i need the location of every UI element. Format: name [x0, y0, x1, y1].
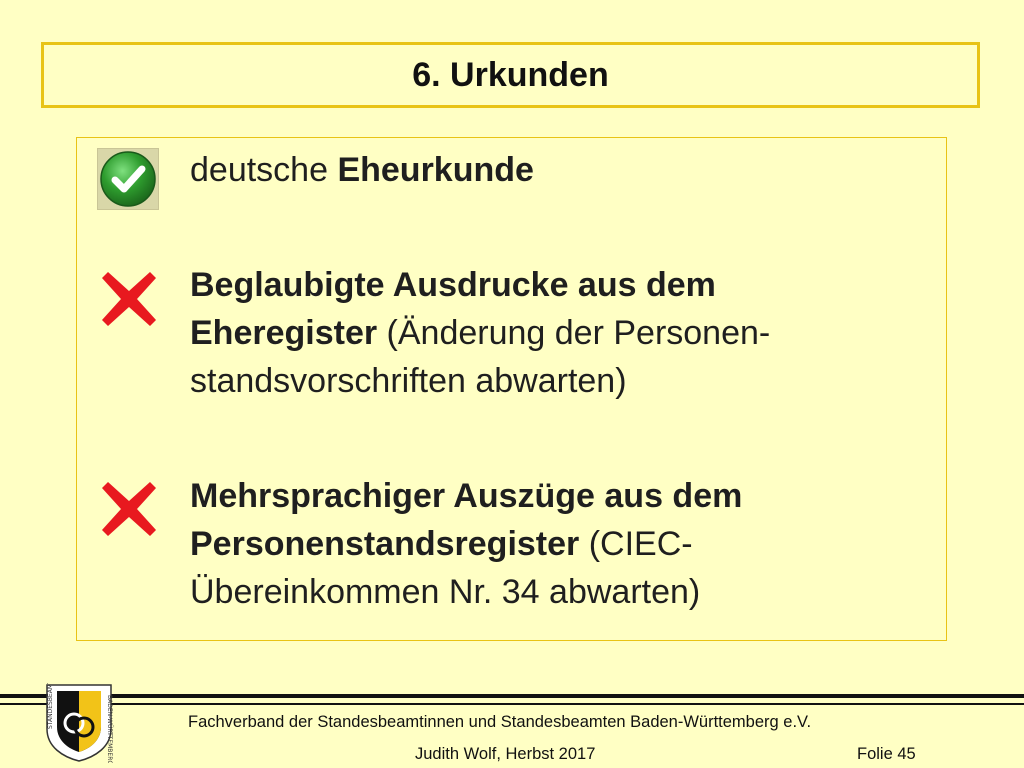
- item-text-bold: Mehrsprachiger Auszüge aus dem Personenstandsregister: [190, 477, 743, 563]
- item-text-bold: Eheurkunde: [337, 151, 534, 189]
- slide-title-box: [41, 42, 980, 108]
- x-icon: [98, 478, 160, 540]
- footer-divider: [0, 694, 1024, 698]
- list-item-eheregister: [190, 261, 890, 405]
- check-icon: [97, 148, 159, 210]
- footer-organization: Fachverband der Standesbeamtinnen und Standesbeamten Baden-Württemberg e.V.: [188, 713, 812, 731]
- logo-lettering-left: STANDESBEAMTE: [47, 683, 54, 729]
- slide-title: 6. Urkunden: [412, 55, 609, 94]
- logo-lettering-right: BADEN-WÜRTTEMBERG: [106, 695, 113, 763]
- item-text-bold: Beglaubigte Ausdrucke aus dem Eheregister: [190, 266, 716, 352]
- footer-author-date: Judith Wolf, Herbst 2017: [415, 745, 596, 763]
- footer-divider-thin: [0, 703, 1024, 705]
- footer-slide-number: Folie 45: [857, 745, 916, 763]
- item-text-suffix: (CIEC-Übereinkommen Nr. 34 abwarten): [190, 525, 701, 611]
- list-item-eheurkunde: [190, 146, 534, 194]
- item-text-plain: deutsche: [190, 151, 338, 189]
- item-text-suffix: (Änderung der Personen-standsvorschriften abwarten): [190, 314, 771, 400]
- association-logo: [43, 683, 115, 763]
- x-icon: [98, 268, 160, 330]
- list-item-personenstandsregister: [190, 472, 890, 616]
